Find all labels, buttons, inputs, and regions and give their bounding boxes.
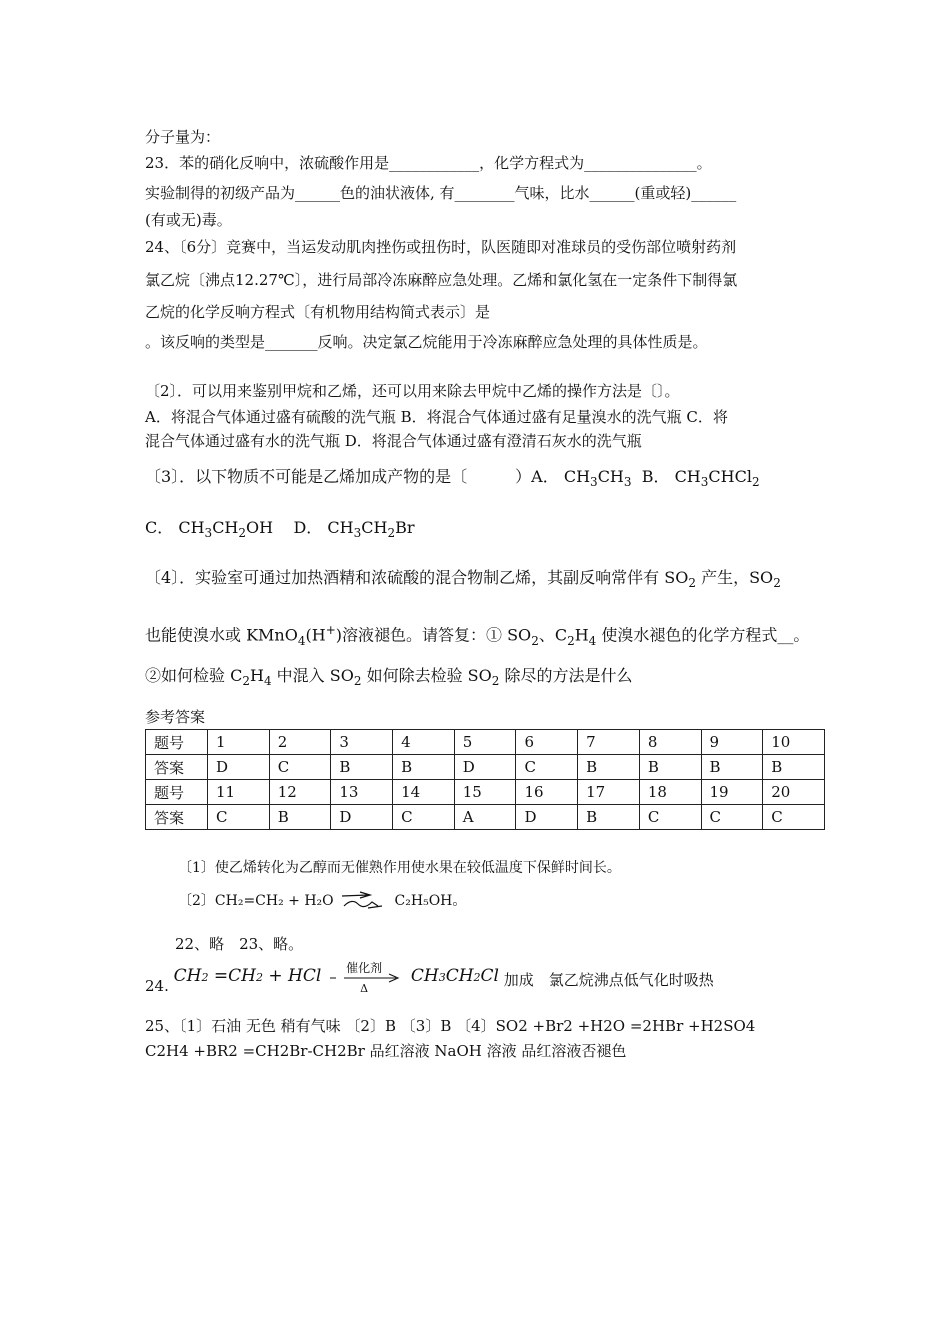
- text: 也能使溴水或 KMnO: [145, 625, 298, 645]
- text: 〔4〕．实验室可通过加热酒精和浓硫酸的混合物制乙烯，其副反响常伴有 SO: [145, 568, 689, 587]
- question-23: 23．苯的硝化反响中，浓硫酸作用是____________，化学方程式为_______________。: [145, 154, 712, 172]
- text-line: A．将混合气体通过盛有硫酸的洗气瓶 B．将混合气体通过盛有足量溴水的洗气瓶 C．将: [145, 408, 728, 426]
- table-cell: 2: [269, 730, 331, 755]
- row-header-cell: 答案: [146, 755, 208, 780]
- answer-22-23: 22、略 23、略。: [175, 935, 304, 953]
- table-cell: C: [701, 805, 763, 830]
- table-cell: 17: [578, 780, 640, 805]
- answer-1: 〔1〕使乙烯转化为乙醇而无催熟作用使水果在较低温度下保鲜时间长。: [178, 860, 621, 876]
- table-cell: 1: [208, 730, 270, 755]
- text: C₂H₅OH。: [394, 893, 467, 909]
- table-cell: 6: [516, 730, 578, 755]
- table-cell: B: [763, 755, 825, 780]
- text: )溶液褪色。请答复：① SO: [335, 625, 532, 645]
- equation-product: CH3CH2Cl: [410, 966, 499, 986]
- text-line: 实验制得的初级产品为______色的油状液体, 有________气味，比水______(重或轻)______: [145, 184, 737, 202]
- table-cell: B: [578, 805, 640, 830]
- table-cell: C: [208, 805, 270, 830]
- table-row: [146, 780, 825, 805]
- table-cell: D: [331, 805, 393, 830]
- text: C．: [145, 518, 174, 537]
- table-cell: 15: [454, 780, 516, 805]
- table-cell: C: [269, 755, 331, 780]
- delta-label: Δ: [360, 982, 369, 995]
- reaction-arrow-icon: [338, 890, 390, 912]
- table-cell: 11: [208, 780, 270, 805]
- table-cell: 3: [331, 730, 393, 755]
- table-cell: B: [578, 755, 640, 780]
- text-line: ②如何检验 $C_2H_4$ 中混入 $SO_2$ 如何除去检验 $SO_2$ 除尽的方法是什么: [145, 666, 633, 689]
- text: 、C: [538, 625, 568, 645]
- table-cell: 9: [701, 730, 763, 755]
- row-header-cell: 题号: [146, 780, 208, 805]
- option-d-label: D．: [293, 518, 323, 537]
- text: 中混入 SO: [276, 666, 354, 685]
- text: 使溴水褪色的化学方程式__。: [601, 625, 810, 645]
- table-cell: B: [393, 755, 455, 780]
- answer-2: [178, 890, 466, 912]
- text: 〔2〕CH₂=CH₂ + H₂O: [178, 893, 334, 909]
- answer-25: 25、〔1〕石油 无色 稍有气味 〔2〕B 〔3〕B 〔4〕SO2 +Br2 +H2O =2HBr +H2SO4: [145, 1017, 756, 1035]
- formula-a: $CH_3CH_3$: [563, 467, 632, 490]
- table-cell: B: [639, 755, 701, 780]
- question-3-cont: [145, 518, 414, 543]
- catalyst-label: 催化剂: [346, 961, 383, 975]
- row-header-cell: 答案: [146, 805, 208, 830]
- text: 24.: [145, 977, 169, 995]
- answer-25-cont: C2H4 +BR2 =CH2Br-CH2Br 品红溶液 NaOH 溶液 品红溶液否褪色: [145, 1042, 627, 1060]
- table-row: [146, 805, 825, 830]
- question-3: [145, 467, 760, 492]
- text: 〔3〕．以下物质不可能是乙烯加成产物的是〔 ）A．: [145, 467, 559, 486]
- table-cell: 5: [454, 730, 516, 755]
- table-cell: 13: [331, 780, 393, 805]
- table-cell: 4: [393, 730, 455, 755]
- text-line: 也能使溴水或 KMnO$_4$(H+)溶液褪色。请答复：① $SO_2$、$C_2H_4$ 使溴水褪色的化学方程式__。: [145, 623, 810, 648]
- table-cell: D: [208, 755, 270, 780]
- question-2: 〔2〕．可以用来鉴别甲烷和乙烯，还可以用来除去甲烷中乙烯的操作方法是〔〕。: [145, 382, 680, 400]
- table-cell: D: [516, 805, 578, 830]
- text: H: [574, 625, 589, 645]
- table-cell: 8: [639, 730, 701, 755]
- catalyst-arrow: [326, 961, 406, 995]
- row-header-cell: 题号: [146, 730, 208, 755]
- answer-table: [145, 729, 825, 830]
- question-4: 〔4〕．实验室可通过加热酒精和浓硫酸的混合物制乙烯，其副反响常伴有 $SO_2$ 产生，$SO_2$: [145, 568, 781, 591]
- table-cell: C: [763, 805, 825, 830]
- table-cell: C: [639, 805, 701, 830]
- table-row: [146, 755, 825, 780]
- text-line: 。该反响的类型是_______反响。决定氯乙烷能用于冷冻麻醉应急处理的具体性质是。: [145, 333, 708, 351]
- table-cell: B: [701, 755, 763, 780]
- text: 除尽的方法是什么: [504, 666, 633, 685]
- formula-d: $CH_3CH_2Br$: [327, 518, 415, 541]
- formula-c: $CH_3CH_2OH$: [178, 518, 274, 541]
- reference-answers-title: 参考答案: [145, 708, 206, 726]
- text: 加成 氯乙烷沸点低气化时吸热: [503, 971, 714, 989]
- table-cell: 18: [639, 780, 701, 805]
- table-cell: D: [454, 755, 516, 780]
- text: 如何除去检验 SO: [366, 666, 492, 685]
- question-24: 24、〔6分〕竞赛中，当运发动肌肉挫伤或扭伤时，队医随即对准球员的受伤部位喷射药剂: [145, 238, 737, 256]
- text-line: 乙烷的化学反响方程式〔有机物用结构简式表示〕是: [145, 303, 491, 321]
- table-cell: 20: [763, 780, 825, 805]
- equation: CH2 =CH2 + HCl: [173, 966, 322, 986]
- table-cell: A: [454, 805, 516, 830]
- table-cell: 7: [578, 730, 640, 755]
- table-row: [146, 730, 825, 755]
- table-cell: C: [393, 805, 455, 830]
- text-line: 分子量为：: [145, 128, 221, 146]
- text-line: 混合气体通过盛有水的洗气瓶 D．将混合气体通过盛有澄清石灰水的洗气瓶: [145, 432, 642, 450]
- table-cell: C: [516, 755, 578, 780]
- text-line: 氯乙烷〔沸点12.27℃〕，进行局部冷冻麻醉应急处理。乙烯和氯化氢在一定条件下制得氯: [145, 271, 738, 289]
- table-cell: 16: [516, 780, 578, 805]
- table-cell: 12: [269, 780, 331, 805]
- table-cell: 19: [701, 780, 763, 805]
- text: (H: [305, 625, 326, 645]
- text: 产生，SO: [701, 568, 774, 587]
- text: ②如何检验 C: [145, 666, 243, 685]
- text-line: (有或无)毒。: [145, 211, 232, 229]
- answer-24: [145, 961, 714, 995]
- formula-b: $CH_3CHCl_2$: [674, 467, 760, 490]
- option-b-label: B．: [641, 467, 670, 486]
- table-cell: B: [269, 805, 331, 830]
- table-cell: 14: [393, 780, 455, 805]
- table-cell: B: [331, 755, 393, 780]
- table-cell: 10: [763, 730, 825, 755]
